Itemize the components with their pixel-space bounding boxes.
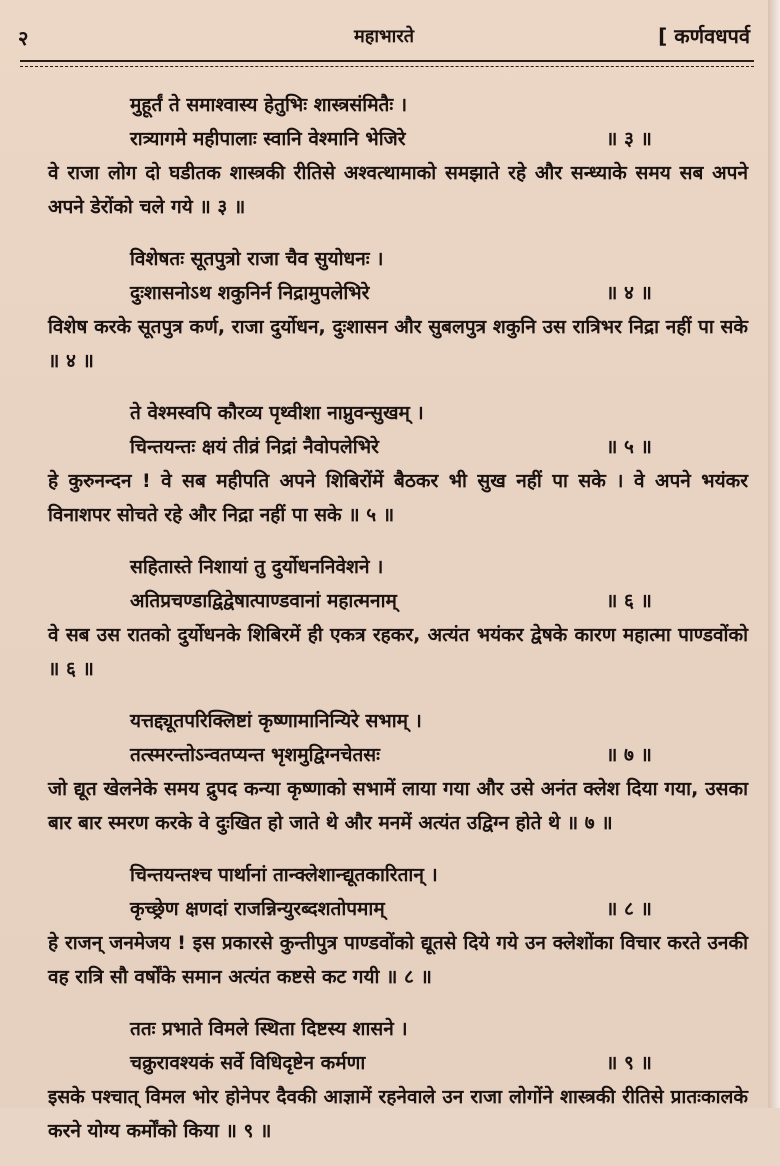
sloka-line-2: अतिप्रचण्डाद्विद्वेषात्पाण्डवानां महात्मनाम् ॥ ६ ॥: [48, 584, 748, 618]
sloka-line-2: रात्र्यागमे महीपालाः स्वानि वेश्मानि भेजिरे ॥ ३ ॥: [48, 122, 748, 156]
translation: हे कुरुनन्दन ! वे सब महीपति अपने शिबिरोंमें बैठकर भी सुख नहीं पा सके । वे अपने भयंकर विनाशपर सोचते रहे और निद्रा नहीं पा सके ॥ ५ ॥: [48, 470, 748, 526]
verse-6: [48, 550, 748, 686]
verse-5: [48, 396, 748, 532]
sloka-line-2: दुःशासनोऽथ शकुनिर्न निद्रामुपलेभिरे ॥ ४ ॥: [48, 276, 748, 310]
page-edge: [768, 0, 780, 1108]
sloka-line-1: विशेषतः सूतपुत्रो राजा चैव सुयोधनः ।: [130, 248, 384, 270]
verse-9: [48, 1012, 748, 1148]
page-header: [18, 18, 750, 52]
translation: वे राजा लोग दो घडीतक शास्त्रकी रीतिसे अश्वत्थामाको समझाते रहे और सन्ध्याके समय सब अपने अपने डेरोंको चले गये ॥ ३ ॥: [48, 162, 748, 218]
sloka-line-1: मुहूर्तं ते समाश्वास्य हेतुभिः शास्त्रसंमितैः ।: [130, 94, 408, 116]
translation: जो द्यूत खेलनेके समय द्रुपद कन्या कृष्णाको सभामें लाया गया और उसे अनंत क्लेश दिया गया, उसका बार बार स्मरण करके वे दुःखित हो जाते थे और मनमें अत्यंत उद्विग्न होते थे ॥ ७ ॥: [48, 778, 748, 834]
sloka-line-1: सहितास्ते निशायां तु दुर्योधननिवेशने ।: [130, 556, 384, 578]
sloka-line-1: ते वेश्मस्वपि कौरव्य पृथ्वीशा नाप्नुवन्सुखम् ।: [130, 402, 424, 424]
sloka-line-2: चक्रुरावश्यकं सर्वे विधिदृष्टेन कर्मणा ॥ ९ ॥: [48, 1046, 748, 1080]
sloka-line-1: ततः प्रभाते विमले स्थिता दिष्टस्य शासने ।: [130, 1018, 408, 1040]
verse-7: [48, 704, 748, 840]
sloka-line-2: कृच्छ्रेण क्षणदां राजन्निन्युरब्दशतोपमाम् ॥ ८ ॥: [48, 892, 748, 926]
sloka-line-2: चिन्तयन्तः क्षयं तीव्रं निद्रां नैवोपलेभिरे ॥ ५ ॥: [48, 430, 748, 464]
header-rule: [20, 60, 754, 67]
verse-number: ॥ ७ ॥: [606, 744, 652, 766]
verse-4: [48, 242, 748, 378]
section-title: [ कर्णवधपर्व: [658, 24, 750, 48]
translation: वे सब उस रातको दुर्योधनके शिबिरमें ही एकत्र रहकर, अत्यंत भयंकर द्वेषके कारण महात्मा पाण्डवोंको ॥ ६ ॥: [48, 624, 748, 680]
translation: विशेष करके सूतपुत्र कर्ण, राजा दुर्योधन, दुःशासन और सुबलपुत्र शकुनि उस रात्रिभर निद्रा नहीं पा सके ॥ ४ ॥: [48, 316, 748, 372]
verse-number: ॥ ५ ॥: [606, 436, 652, 458]
running-title: महाभारते: [354, 26, 414, 47]
verse-8: [48, 858, 748, 994]
page-number: २: [18, 26, 29, 50]
verse-number: ॥ ४ ॥: [606, 282, 652, 304]
verse-number: ॥ ८ ॥: [606, 898, 652, 920]
sloka-line-2: तत्स्मरन्तोऽन्वतप्यन्त भृशमुद्विग्नचेतसः ॥ ७ ॥: [48, 738, 748, 772]
sloka-line-1: यत्तद्द्यूतपरिक्लिष्टां कृष्णामानिन्यिरे सभाम् ।: [130, 710, 422, 732]
page-content: [48, 88, 748, 1166]
verse-number: ॥ ९ ॥: [606, 1052, 652, 1074]
verse-3: [48, 88, 748, 224]
translation: हे राजन् जनमेजय ! इस प्रकारसे कुन्तीपुत्र पाण्डवोंको द्यूतसे दिये गये उन क्लेशोंका विचार करते उनकी वह रात्रि सौ वर्षोंके समान अत्यंत कष्टसे कट गयी ॥ ८ ॥: [48, 932, 748, 988]
verse-number: ॥ ३ ॥: [606, 128, 652, 150]
translation: इसके पश्चात् विमल भोर होनेपर दैवकी आज्ञामें रहनेवाले उन राजा लोगोंने शास्त्रकी रीतिसे प्रातःकालके करने योग्य कर्मोंको किया ॥ ९ ॥: [48, 1086, 748, 1142]
verse-number: ॥ ६ ॥: [606, 590, 652, 612]
sloka-line-1: चिन्तयन्तश्च पार्थानां तान्क्लेशान्द्यूतकारितान् ।: [130, 864, 438, 886]
